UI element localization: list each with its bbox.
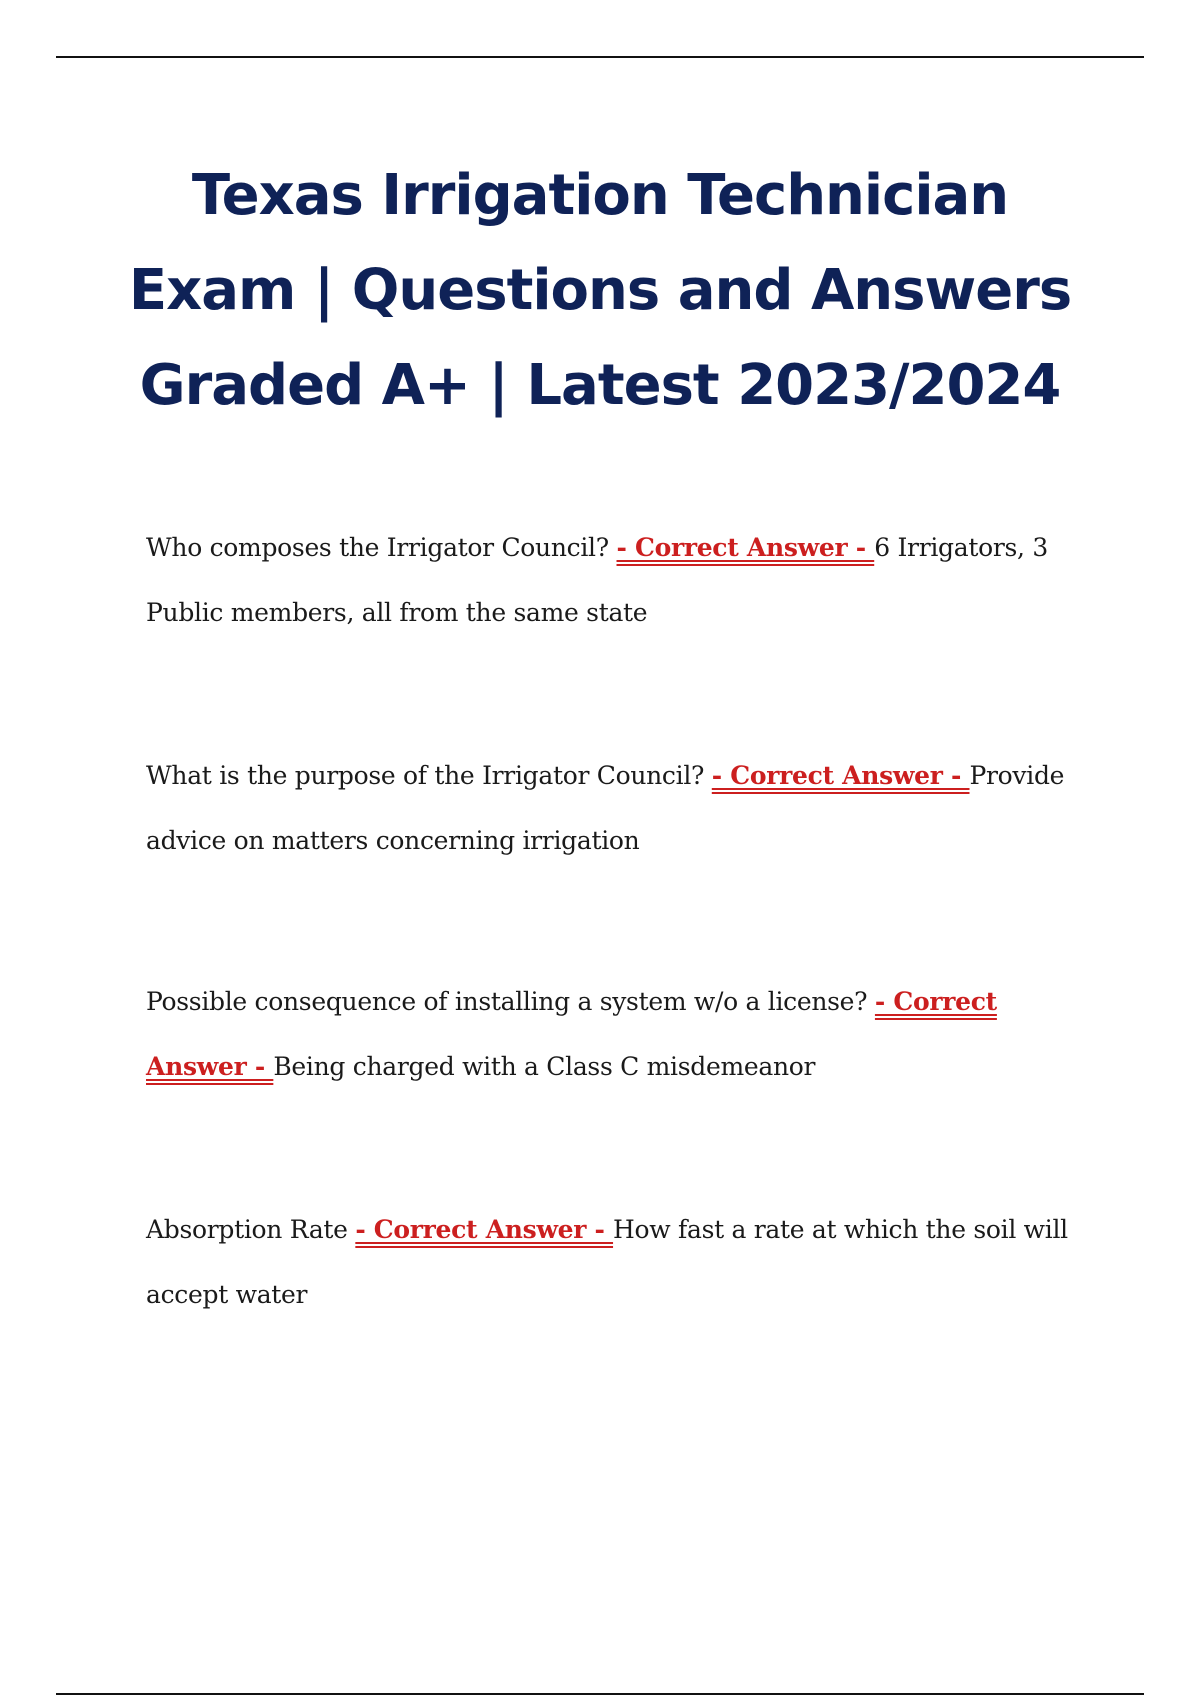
- question-text: Who composes the Irrigator Council?: [146, 533, 617, 562]
- correct-answer-marker: - Correct Answer -: [616, 533, 875, 562]
- correct-answer-marker: - Correct Answer -: [711, 761, 970, 790]
- qa-item: [146, 743, 1076, 873]
- answer-text: How fast a rate at which the soil will accept water: [146, 1215, 1068, 1309]
- bottom-divider: [56, 1693, 1144, 1695]
- question-text: Absorption Rate: [146, 1215, 356, 1244]
- title-line-3: Graded A+ | Latest 2023/2024: [139, 353, 1061, 418]
- question-text: What is the purpose of the Irrigator Council?: [146, 761, 712, 790]
- top-divider: [56, 56, 1144, 58]
- qa-item: [146, 515, 1076, 645]
- title-line-1: Texas Irrigation Technician: [191, 163, 1009, 228]
- correct-answer-marker: - Correct Answer -: [146, 987, 997, 1081]
- qa-item: [146, 969, 1076, 1099]
- answer-text: Being charged with a Class C misdemeanor: [273, 1052, 816, 1081]
- qa-item: [146, 1197, 1076, 1327]
- answer-text: Provide advice on matters concerning irrigation: [146, 761, 1065, 855]
- answer-text: 6 Irrigators, 3 Public members, all from the same state: [146, 533, 1048, 627]
- title-line-2: Exam | Questions and Answers: [128, 258, 1072, 323]
- document-title: [100, 148, 1100, 433]
- correct-answer-marker: - Correct Answer -: [355, 1215, 614, 1244]
- question-text: Possible consequence of installing a system w/o a license?: [146, 987, 875, 1016]
